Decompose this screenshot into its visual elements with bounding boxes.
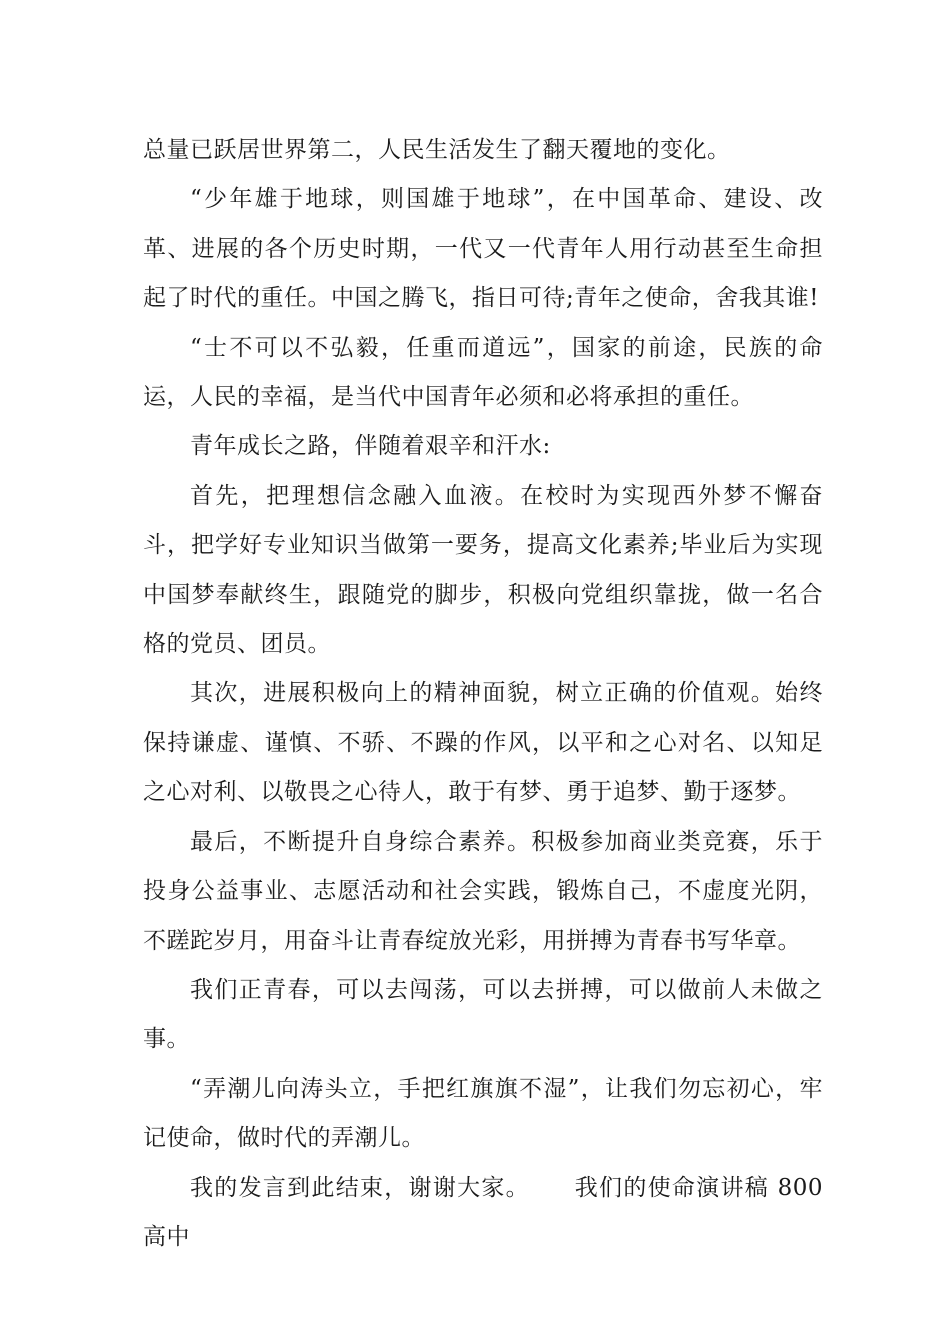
closing-paragraph (143, 1164, 823, 1263)
paragraph: 我们正青春，可以去闯荡，可以去拼搏，可以做前人未做之事。 (143, 976, 823, 1053)
paragraph: 最后，不断提升自身综合素养。积极参加商业类竞赛，乐于投身公益事业、志愿活动和社会实践，锻炼自己，不虚度光阴，不蹉跎岁月，用奋斗让青春绽放光彩，用拼搏为青春书写华章。 (143, 828, 823, 954)
paragraph: 其次，进展积极向上的精神面貌，树立正确的价值观。始终保持谦虚、谨慎、不骄、不躁的作风，以平和之心对名、以知足之心对利、以敬畏之心待人，敢于有梦、勇于追梦、勤于逐梦。 (143, 680, 823, 806)
document-body (143, 126, 823, 1262)
document-title-text: 我们的使命演讲稿 800 高中 (143, 1174, 824, 1250)
paragraph: “少年雄于地球，则国雄于地球”，在中国革命、建设、改革、进展的各个历史时期，一代又一代青年人用行动甚至生命担起了时代的重任。中国之腾飞，指日可待;青年之使命，舍我其谁! (143, 186, 823, 312)
paragraph: 总量已跃居世界第二，人民生活发生了翻天覆地的变化。 (143, 137, 731, 163)
paragraph: “弄潮儿向涛头立，手把红旗旗不湿”，让我们勿忘初心，牢记使命，做时代的弄潮儿。 (143, 1075, 823, 1152)
paragraph: 青年成长之路，伴随着艰辛和汗水: (190, 433, 551, 460)
paragraph: “士不可以不弘毅，任重而道远”，国家的前途，民族的命运，人民的幸福，是当代中国青年必须和必将承担的重任。 (143, 334, 823, 411)
closing-text: 我的发言到此结束，谢谢大家。 (190, 1174, 530, 1201)
paragraph: 首先，把理想信念融入血液。在校时为实现西外梦不懈奋斗，把学好专业知识当做第一要务，提高文化素养;毕业后为实现中国梦奉献终生，跟随党的脚步，积极向党组织靠拢，做一名合格的党员、团员。 (143, 482, 823, 658)
